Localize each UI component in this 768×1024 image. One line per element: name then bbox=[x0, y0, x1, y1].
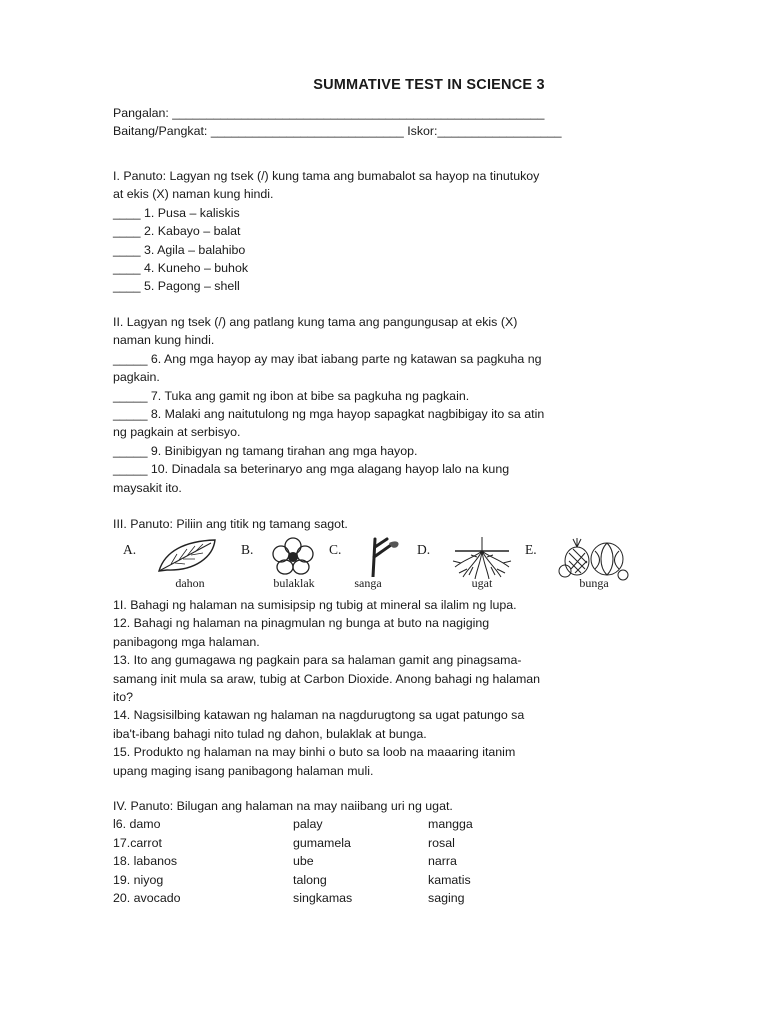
question-item: ____ 4. Kuneho – buhok bbox=[113, 261, 249, 276]
section-3-line: 14. Nagsisilbing katawan ng halaman na nagdurugtong sa ugat patungo sa bbox=[113, 708, 525, 723]
choice-caption: bunga bbox=[579, 576, 609, 590]
section-2-line: naman kung hindi. bbox=[113, 333, 215, 348]
plant-row bbox=[113, 889, 653, 907]
plant-option: ube bbox=[293, 854, 314, 869]
section-3-questions bbox=[113, 596, 653, 780]
choice-caption: dahon bbox=[175, 576, 205, 590]
plant-option: singkamas bbox=[293, 890, 353, 905]
student-info-fields bbox=[113, 104, 653, 141]
section-3-line: 1I. Bahagi ng halaman na sumisipsip ng tubig at mineral sa ilalim ng lupa. bbox=[113, 598, 517, 612]
choice-b bbox=[241, 537, 341, 589]
plant-row bbox=[113, 871, 653, 889]
choice-a bbox=[123, 537, 223, 589]
section-2 bbox=[113, 313, 653, 497]
plant-option: 19. niyog bbox=[113, 872, 164, 887]
section-2-line: maysakit ito. bbox=[113, 480, 182, 495]
section-3-line: 12. Bahagi ng halaman na pinagmulan ng bunga at buto na nagiging bbox=[113, 616, 490, 631]
plant-option: gumamela bbox=[293, 835, 351, 850]
section-1-instructions: I. Panuto: Lagyan ng tsek (/) kung tama ang bumabalot sa hayop na tinutukoy bbox=[113, 169, 540, 183]
section-3-line: panibagong mga halaman. bbox=[113, 634, 260, 649]
grade-score-field: Baitang/Pangkat: ____________________________ Iskor:__________________ bbox=[113, 124, 562, 139]
plant-option: 17.carrot bbox=[113, 835, 162, 850]
choice-caption: ugat bbox=[471, 576, 493, 590]
answer-choices bbox=[113, 537, 653, 589]
question-item: ____ 3. Agila – balahibo bbox=[113, 242, 246, 257]
branch-icon bbox=[353, 537, 403, 577]
section-2-line: _____ 8. Malaki ang naitutulong ng mga hayop sapagkat nagbibigay ito sa atin bbox=[113, 407, 545, 422]
plant-row bbox=[113, 815, 653, 833]
section-2-line: _____ 9. Binibigyan ng tamang tirahan ang mga hayop. bbox=[113, 443, 418, 458]
plant-option: rosal bbox=[428, 835, 455, 850]
section-3-instructions: III. Panuto: Piliin ang titik ng tamang sagot. bbox=[113, 517, 348, 531]
section-3-line: 13. Ito ang gumagawa ng pagkain para sa halaman gamit ang pinagsama- bbox=[113, 653, 522, 668]
section-4-instructions: IV. Panuto: Bilugan ang halaman na may naiibang uri ng ugat. bbox=[113, 799, 453, 813]
plant-option: palay bbox=[293, 817, 323, 832]
choice-letter: D. bbox=[417, 542, 431, 557]
section-2-line: _____ 6. Ang mga hayop ay may ibat iabang parte ng katawan sa pagkuha ng bbox=[113, 351, 542, 366]
plant-option: 18. labanos bbox=[113, 854, 178, 869]
plant-option: l6. damo bbox=[113, 817, 161, 832]
section-3-heading bbox=[113, 515, 653, 533]
choice-caption: bulaklak bbox=[273, 576, 315, 590]
page-title: SUMMATIVE TEST IN SCIENCE 3 bbox=[313, 77, 545, 93]
question-item: ____ 1. Pusa – kaliskis bbox=[113, 205, 240, 220]
plant-row bbox=[113, 834, 653, 852]
section-2-line: pagkain. bbox=[113, 370, 160, 385]
section-3-line: ito? bbox=[113, 690, 133, 705]
section-3-line: upang maging isang panibagong halaman muli. bbox=[113, 763, 374, 778]
choice-caption: sanga bbox=[354, 576, 382, 590]
choice-letter: E. bbox=[525, 542, 537, 557]
plant-option: narra bbox=[428, 854, 457, 869]
section-1-instructions: at ekis (X) naman kung hindi. bbox=[113, 187, 274, 202]
section-1 bbox=[113, 167, 653, 296]
section-2-line: _____ 7. Tuka ang gamit ng ibon at bibe sa pagkuha ng pagkain. bbox=[113, 388, 470, 403]
leaf-icon bbox=[155, 537, 221, 575]
plant-option: mangga bbox=[428, 817, 473, 832]
section-2-line: II. Lagyan ng tsek (/) ang patlang kung tama ang pangungusap at ekis (X) bbox=[113, 315, 518, 329]
section-3-line: iba't-ibang bahagi nito tulad ng dahon, bulaklak at bunga. bbox=[113, 726, 427, 741]
flower-icon bbox=[263, 537, 323, 577]
plant-option: saging bbox=[428, 890, 465, 905]
section-2-line: ng pagkain at serbisyo. bbox=[113, 425, 241, 440]
plant-option: kamatis bbox=[428, 872, 471, 887]
name-field: Pangalan: ______________________________________________________ bbox=[113, 106, 545, 120]
choice-c bbox=[329, 537, 429, 589]
section-2-line: _____ 10. Dinadala sa beterinaryo ang mga alagang hayop lalo na kung bbox=[113, 462, 510, 477]
section-3-line: samang init mula sa araw, tubig at Carbon Dioxide. Anong bahagi ng halaman bbox=[113, 671, 541, 686]
choice-letter: C. bbox=[329, 542, 342, 557]
plant-option: talong bbox=[293, 872, 327, 887]
choice-d bbox=[417, 537, 537, 589]
section-3-line: 15. Produkto ng halaman na may binhi o buto sa loob na maaaring itanim bbox=[113, 745, 516, 760]
choice-letter: A. bbox=[123, 542, 137, 557]
choice-letter: B. bbox=[241, 542, 254, 557]
section-4 bbox=[113, 797, 653, 907]
plant-row bbox=[113, 852, 653, 870]
question-item: ____ 5. Pagong – shell bbox=[113, 279, 240, 294]
roots-icon bbox=[447, 537, 517, 579]
choice-e bbox=[525, 537, 655, 589]
plant-option: 20. avocado bbox=[113, 890, 181, 905]
question-item: ____ 2. Kabayo – balat bbox=[113, 224, 241, 239]
